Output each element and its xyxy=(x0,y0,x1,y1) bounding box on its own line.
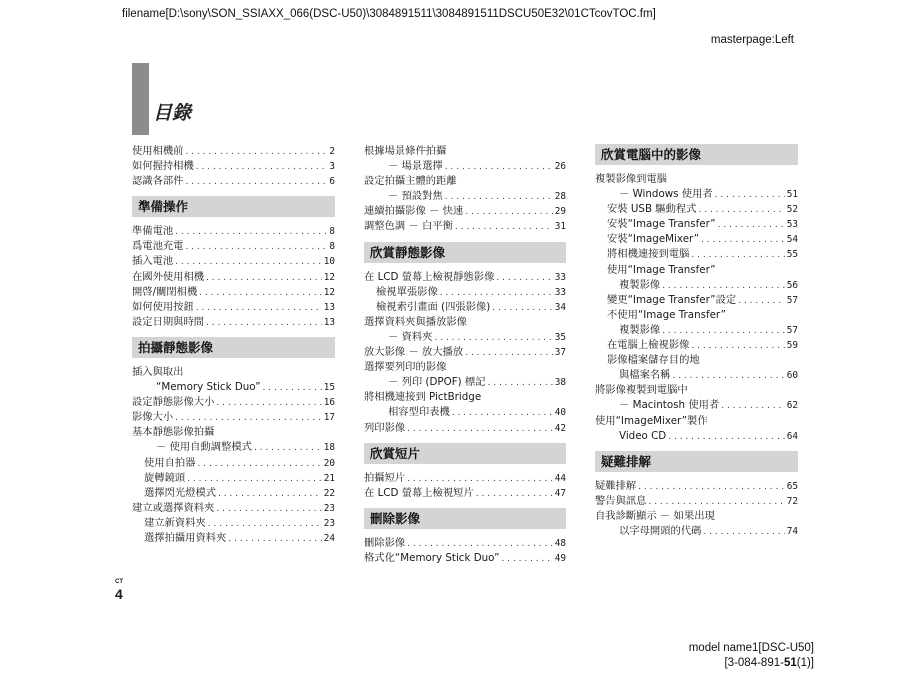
toc-entry[interactable] xyxy=(595,353,798,368)
toc-entry-page: 37 xyxy=(554,347,566,359)
toc-entry-title: 在 LCD 螢幕上檢視靜態影像 xyxy=(364,270,495,283)
toc-entry[interactable] xyxy=(364,375,566,390)
toc-entry[interactable] xyxy=(595,509,798,524)
dot-leader xyxy=(197,457,321,472)
toc-entry[interactable] xyxy=(132,315,335,330)
toc-entry-title: 使用自拍器 xyxy=(144,456,196,469)
dot-leader xyxy=(715,188,785,203)
toc-entry-title: 在國外使用相機 xyxy=(132,270,205,283)
toc-entry-title: 選擇閃光燈模式 xyxy=(144,486,217,499)
toc-entry-page: 18 xyxy=(323,442,335,454)
toc-entry[interactable] xyxy=(132,380,335,395)
toc-entry-page: 13 xyxy=(323,316,335,328)
toc-entry-title: － 使用自動調整模式 xyxy=(156,441,252,454)
dot-leader xyxy=(185,240,327,255)
toc-entry-page: 20 xyxy=(323,457,335,469)
toc-entry[interactable] xyxy=(595,398,798,413)
dot-leader xyxy=(199,286,321,301)
toc-entry[interactable] xyxy=(595,217,798,232)
toc-entry[interactable] xyxy=(595,323,798,338)
toc-column-1 xyxy=(132,144,335,546)
masterpage-label: masterpage:Left xyxy=(710,34,794,46)
toc-entry[interactable] xyxy=(595,524,798,539)
dot-leader xyxy=(455,220,553,235)
dot-leader xyxy=(216,396,321,411)
toc-entry-title: 複製影像到電腦 xyxy=(595,173,668,185)
toc-entry-title: 設定日期與時間 xyxy=(132,315,205,328)
dot-leader xyxy=(672,369,784,384)
toc-entry[interactable] xyxy=(595,308,798,323)
dot-leader xyxy=(691,339,784,354)
toc-entry[interactable] xyxy=(595,383,798,398)
toc-entry[interactable] xyxy=(364,405,566,420)
toc-entry-title: 自我診斷顯示 － 如果出現 xyxy=(595,509,715,522)
toc-entry-page: 40 xyxy=(554,407,566,419)
toc-entry-page: 2 xyxy=(329,146,335,157)
toc-entry-page: 3 xyxy=(329,161,335,173)
toc-entry-page: 62 xyxy=(786,400,798,412)
dot-leader xyxy=(445,160,553,175)
toc-entry[interactable] xyxy=(595,172,798,187)
toc-entry[interactable] xyxy=(132,516,335,531)
toc-entry-title: 相容型印表機 xyxy=(388,406,450,419)
toc-entry-title: 檢視單張影像 xyxy=(376,285,438,298)
toc-entry[interactable] xyxy=(595,293,798,308)
toc-entry-page: 49 xyxy=(554,552,566,564)
toc-entry-page: 57 xyxy=(786,294,798,306)
toc-entry-title: 格式化“Memory Stick Duo” xyxy=(364,551,500,564)
toc-entry[interactable] xyxy=(364,330,566,345)
toc-entry[interactable] xyxy=(364,315,566,330)
toc-entry-title: 調整色調 － 白平衡 xyxy=(364,220,453,233)
dot-leader xyxy=(445,190,553,205)
toc-entry[interactable] xyxy=(132,144,335,159)
toc-entry-title: “Memory Stick Duo” xyxy=(156,381,261,394)
toc-entry[interactable] xyxy=(364,189,566,204)
toc-entry-title: 旋轉鏡頭 xyxy=(144,471,186,484)
toc-entry-title: 在 LCD 螢幕上檢視短片 xyxy=(364,486,474,499)
toc-entry[interactable] xyxy=(132,471,335,486)
toc-entry-title: 刪除影像 xyxy=(364,536,406,549)
dot-leader xyxy=(452,406,553,421)
toc-entry[interactable] xyxy=(132,440,335,455)
toc-entry[interactable] xyxy=(364,204,566,219)
toc-entry-title: 建立新資料夾 xyxy=(144,516,206,529)
toc-entry[interactable] xyxy=(364,360,566,375)
dot-leader xyxy=(175,255,322,270)
toc-entry-page: 56 xyxy=(786,279,798,291)
toc-entry-title: 選擇要列印的影像 xyxy=(364,361,447,374)
toc-entry[interactable] xyxy=(595,187,798,202)
dot-leader xyxy=(196,160,328,175)
section-heading: 刪除影像 xyxy=(364,508,566,529)
toc-entry-title: 如何握持相機 xyxy=(132,160,194,173)
toc-entry-title: 警告與訊息 xyxy=(595,494,647,507)
toc-entry[interactable] xyxy=(364,421,566,436)
toc-entry-page: 28 xyxy=(554,191,566,203)
toc-entry[interactable] xyxy=(132,486,335,501)
toc-entry-page: 72 xyxy=(786,495,798,507)
toc-entry-title: 建立或選擇資料夾 xyxy=(132,501,215,514)
toc-entry-page: 22 xyxy=(323,487,335,499)
toc-entry-title: 列印影像 xyxy=(364,421,406,434)
dot-leader xyxy=(254,441,322,456)
toc-entry-title: 安裝“ImageMixer” xyxy=(607,233,700,246)
toc-entry-page: 54 xyxy=(786,234,798,246)
dot-leader xyxy=(662,279,785,294)
toc-entry-title: 在電腦上檢視影像 xyxy=(607,339,690,352)
toc-entry[interactable] xyxy=(364,300,566,315)
dot-leader xyxy=(407,472,553,487)
toc-entry-title: － 資料夾 xyxy=(388,330,433,343)
toc-entry-title: 設定拍攝主體的距離 xyxy=(364,175,457,188)
toc-entry[interactable] xyxy=(132,174,335,189)
toc-entry-page: 23 xyxy=(323,502,335,514)
toc-entry[interactable] xyxy=(595,202,798,217)
toc-entry-page: 55 xyxy=(786,249,798,261)
dot-leader xyxy=(488,376,553,391)
section-heading: 拍攝靜態影像 xyxy=(132,337,335,358)
toc-entry[interactable] xyxy=(595,278,798,293)
toc-entry-title: 檢視索引畫面 (四張影像) xyxy=(376,300,491,313)
toc-entry-title: 使用“ImageMixer”製作 xyxy=(595,414,708,427)
dot-leader xyxy=(185,175,327,190)
dot-leader xyxy=(465,346,552,361)
toc-entry[interactable] xyxy=(364,159,566,174)
toc-entry[interactable] xyxy=(132,159,335,174)
dot-leader xyxy=(263,381,322,396)
dot-leader xyxy=(496,271,552,286)
toc-entry-title: 複製影像 xyxy=(619,278,661,291)
toc-entry-page: 33 xyxy=(554,271,566,283)
toc-entry-page: 59 xyxy=(786,340,798,352)
toc-entry-title: 使用相機前 xyxy=(132,145,184,157)
toc-entry-title: 開啓/關閉相機 xyxy=(132,285,198,298)
toc-entry-page: 17 xyxy=(323,412,335,424)
dot-leader xyxy=(701,233,785,248)
toc-entry-title: 選擇拍攝用資料夾 xyxy=(144,531,227,544)
dot-leader xyxy=(698,203,784,218)
dot-leader xyxy=(718,218,785,233)
toc-entry-title: 爲電池充電 xyxy=(132,240,184,253)
toc-entry-title: 使用“Image Transfer” xyxy=(607,263,716,276)
page-section-code: CT xyxy=(115,579,123,585)
toc-entry[interactable] xyxy=(595,494,798,509)
toc-entry[interactable] xyxy=(364,486,566,501)
footer-part-number: [3-084-891-51(1)] xyxy=(724,657,814,669)
toc-entry-title: 疑難排解 xyxy=(595,479,637,492)
toc-entry-title: － 預設對焦 xyxy=(388,190,443,203)
toc-entry[interactable] xyxy=(364,345,566,360)
toc-entry-page: 26 xyxy=(554,161,566,173)
toc-entry-title: － Windows 使用者 xyxy=(619,188,713,201)
dot-leader xyxy=(434,331,552,346)
toc-entry[interactable] xyxy=(364,219,566,234)
toc-entry-title: 複製影像 xyxy=(619,323,661,336)
dot-leader xyxy=(501,552,552,567)
dot-leader xyxy=(703,525,784,540)
toc-entry[interactable] xyxy=(132,410,335,425)
toc-entry-title: 不使用“Image Transfer” xyxy=(607,308,726,321)
toc-entry[interactable] xyxy=(595,247,798,262)
toc-entry-title: 將相機連接到 PictBridge xyxy=(364,391,482,404)
toc-entry[interactable] xyxy=(132,254,335,269)
footer xyxy=(689,641,814,671)
toc-entry[interactable] xyxy=(132,300,335,315)
toc-entry-page: 15 xyxy=(323,382,335,394)
toc-entry-title: 影像大小 xyxy=(132,411,174,424)
dot-leader xyxy=(465,205,552,220)
toc-column-2 xyxy=(364,144,566,566)
dot-leader xyxy=(196,301,322,316)
toc-entry[interactable] xyxy=(595,414,798,429)
toc-column-3 xyxy=(595,144,798,539)
toc-entry-title: 安裝 USB 驅動程式 xyxy=(607,203,697,216)
dot-leader xyxy=(691,248,784,263)
toc-entry[interactable] xyxy=(132,501,335,516)
toc-entry-title: 放大影像 － 放大播放 xyxy=(364,346,464,359)
toc-entry[interactable] xyxy=(132,365,335,380)
toc-entry[interactable] xyxy=(595,429,798,444)
toc-entry-page: 10 xyxy=(323,256,335,268)
toc-entry-page: 12 xyxy=(323,286,335,298)
dot-leader xyxy=(721,399,784,414)
toc-entry-title: － 列印 (DPOF) 標記 xyxy=(388,376,486,389)
dot-leader xyxy=(218,487,322,502)
toc-entry-page: 74 xyxy=(786,525,798,537)
dot-leader xyxy=(407,537,553,552)
dot-leader xyxy=(738,294,784,309)
dot-leader xyxy=(638,480,785,495)
toc-entry-title: 將影像複製到電腦中 xyxy=(595,384,688,397)
toc-entry-page: 29 xyxy=(554,206,566,218)
toc-entry[interactable] xyxy=(364,471,566,486)
toc-entry[interactable] xyxy=(364,285,566,300)
page-number: 4 xyxy=(115,586,123,602)
toc-entry-page: 13 xyxy=(323,301,335,313)
toc-entry[interactable] xyxy=(364,270,566,285)
toc-entry-page: 42 xyxy=(554,422,566,434)
toc-entry-title: 影像檔案儲存目的地 xyxy=(607,354,700,367)
dot-leader xyxy=(668,430,784,445)
toc-entry-page: 23 xyxy=(323,517,335,529)
toc-entry[interactable] xyxy=(364,551,566,566)
dot-leader xyxy=(440,286,553,301)
toc-entry-page: 60 xyxy=(786,370,798,382)
toc-entry-title: 將相機連接到電腦 xyxy=(607,248,690,261)
toc-entry-title: 安裝“Image Transfer” xyxy=(607,218,716,231)
toc-entry-page: 16 xyxy=(323,397,335,409)
toc-entry[interactable] xyxy=(132,270,335,285)
title-accent-bar xyxy=(132,63,149,135)
toc-entry[interactable] xyxy=(132,224,335,239)
toc-entry[interactable] xyxy=(364,390,566,405)
toc-entry-title: 以字母開頭的代碼 xyxy=(619,524,702,537)
toc-entry-title: － 場景選擇 xyxy=(388,160,443,173)
toc-entry-page: 12 xyxy=(323,271,335,283)
toc-entry[interactable] xyxy=(132,395,335,410)
dot-leader xyxy=(175,411,322,426)
dot-leader xyxy=(216,502,321,517)
toc-entry-title: 基本靜態影像拍攝 xyxy=(132,426,215,439)
toc-entry[interactable] xyxy=(364,536,566,551)
toc-entry-page: 53 xyxy=(786,219,798,231)
toc-entry-page: 35 xyxy=(554,331,566,343)
toc-entry-title: 選擇資料夾與播放影像 xyxy=(364,315,467,328)
toc-entry-page: 21 xyxy=(323,472,335,484)
toc-entry-title: 與檔案名稱 xyxy=(619,369,671,382)
dot-leader xyxy=(208,517,322,532)
page-title: 目錄 xyxy=(153,102,192,124)
toc-entry-title: 如何使用按鈕 xyxy=(132,300,194,313)
dot-leader xyxy=(492,301,552,316)
toc-entry[interactable] xyxy=(132,425,335,440)
section-heading: 準備操作 xyxy=(132,196,335,217)
dot-leader xyxy=(206,316,322,331)
toc-entry-title: 設定靜態影像大小 xyxy=(132,396,215,409)
toc-entry[interactable] xyxy=(595,479,798,494)
toc-entry[interactable] xyxy=(132,531,335,546)
dot-leader xyxy=(185,145,327,160)
toc-entry-page: 38 xyxy=(554,377,566,389)
section-heading: 欣賞電腦中的影像 xyxy=(595,144,798,165)
filename-header: filename[D:\sony\SON_SSIAXX_066(DSC-U50)\3084891511\3084891511DSCU50E32\01CTcovTOC.fm] xyxy=(122,8,656,20)
section-heading: 欣賞靜態影像 xyxy=(364,242,566,263)
toc-entry-page: 44 xyxy=(554,472,566,484)
toc-entry-page: 65 xyxy=(786,480,798,492)
toc-entry-page: 8 xyxy=(329,241,335,253)
toc-entry-title: 插入電池 xyxy=(132,255,174,268)
toc-entry-page: 34 xyxy=(554,301,566,313)
toc-entry[interactable] xyxy=(595,232,798,247)
dot-leader xyxy=(175,225,327,240)
toc-entry-page: 64 xyxy=(786,430,798,442)
toc-entry-page: 57 xyxy=(786,324,798,336)
toc-entry-title: 插入與取出 xyxy=(132,365,184,378)
dot-leader xyxy=(662,324,785,339)
toc-entry-title: Video CD xyxy=(619,429,667,442)
footer-model: model name1[DSC-U50] xyxy=(688,642,814,654)
toc-entry-title: 變更“Image Transfer”設定 xyxy=(607,293,737,306)
toc-entry-page: 6 xyxy=(329,176,335,188)
toc-entry-page: 47 xyxy=(554,487,566,499)
section-heading: 疑難排解 xyxy=(595,451,798,472)
toc-entry[interactable] xyxy=(364,174,566,189)
toc-entry[interactable] xyxy=(132,239,335,254)
toc-entry-page: 31 xyxy=(554,221,566,233)
dot-leader xyxy=(228,532,321,547)
dot-leader xyxy=(476,487,553,502)
toc-entry-page: 48 xyxy=(554,537,566,549)
dot-leader xyxy=(648,495,784,510)
toc-entry-page: 24 xyxy=(323,532,335,544)
toc-entry-page: 51 xyxy=(786,189,798,201)
toc-entry-title: － Macintosh 使用者 xyxy=(619,399,720,412)
dot-leader xyxy=(206,271,322,286)
toc-entry[interactable] xyxy=(132,456,335,471)
toc-entry-page: 8 xyxy=(329,226,335,238)
toc-entry[interactable] xyxy=(132,285,335,300)
toc-entry-page: 52 xyxy=(786,204,798,216)
toc-entry-title: 準備電池 xyxy=(132,225,174,238)
toc-entry-title: 連續拍攝影像 － 快速 xyxy=(364,205,464,218)
toc-entry-title: 認識各部件 xyxy=(132,175,184,188)
toc-entry-title: 根據場景條件拍攝 xyxy=(364,145,447,157)
toc-entry[interactable] xyxy=(364,144,566,159)
dot-leader xyxy=(407,422,553,437)
dot-leader xyxy=(187,472,322,487)
toc-entry[interactable] xyxy=(595,263,798,278)
toc-entry-page: 33 xyxy=(554,286,566,298)
toc-entry[interactable] xyxy=(595,338,798,353)
toc-entry-title: 拍攝短片 xyxy=(364,471,406,484)
toc-entry[interactable] xyxy=(595,368,798,383)
section-heading: 欣賞短片 xyxy=(364,443,566,464)
